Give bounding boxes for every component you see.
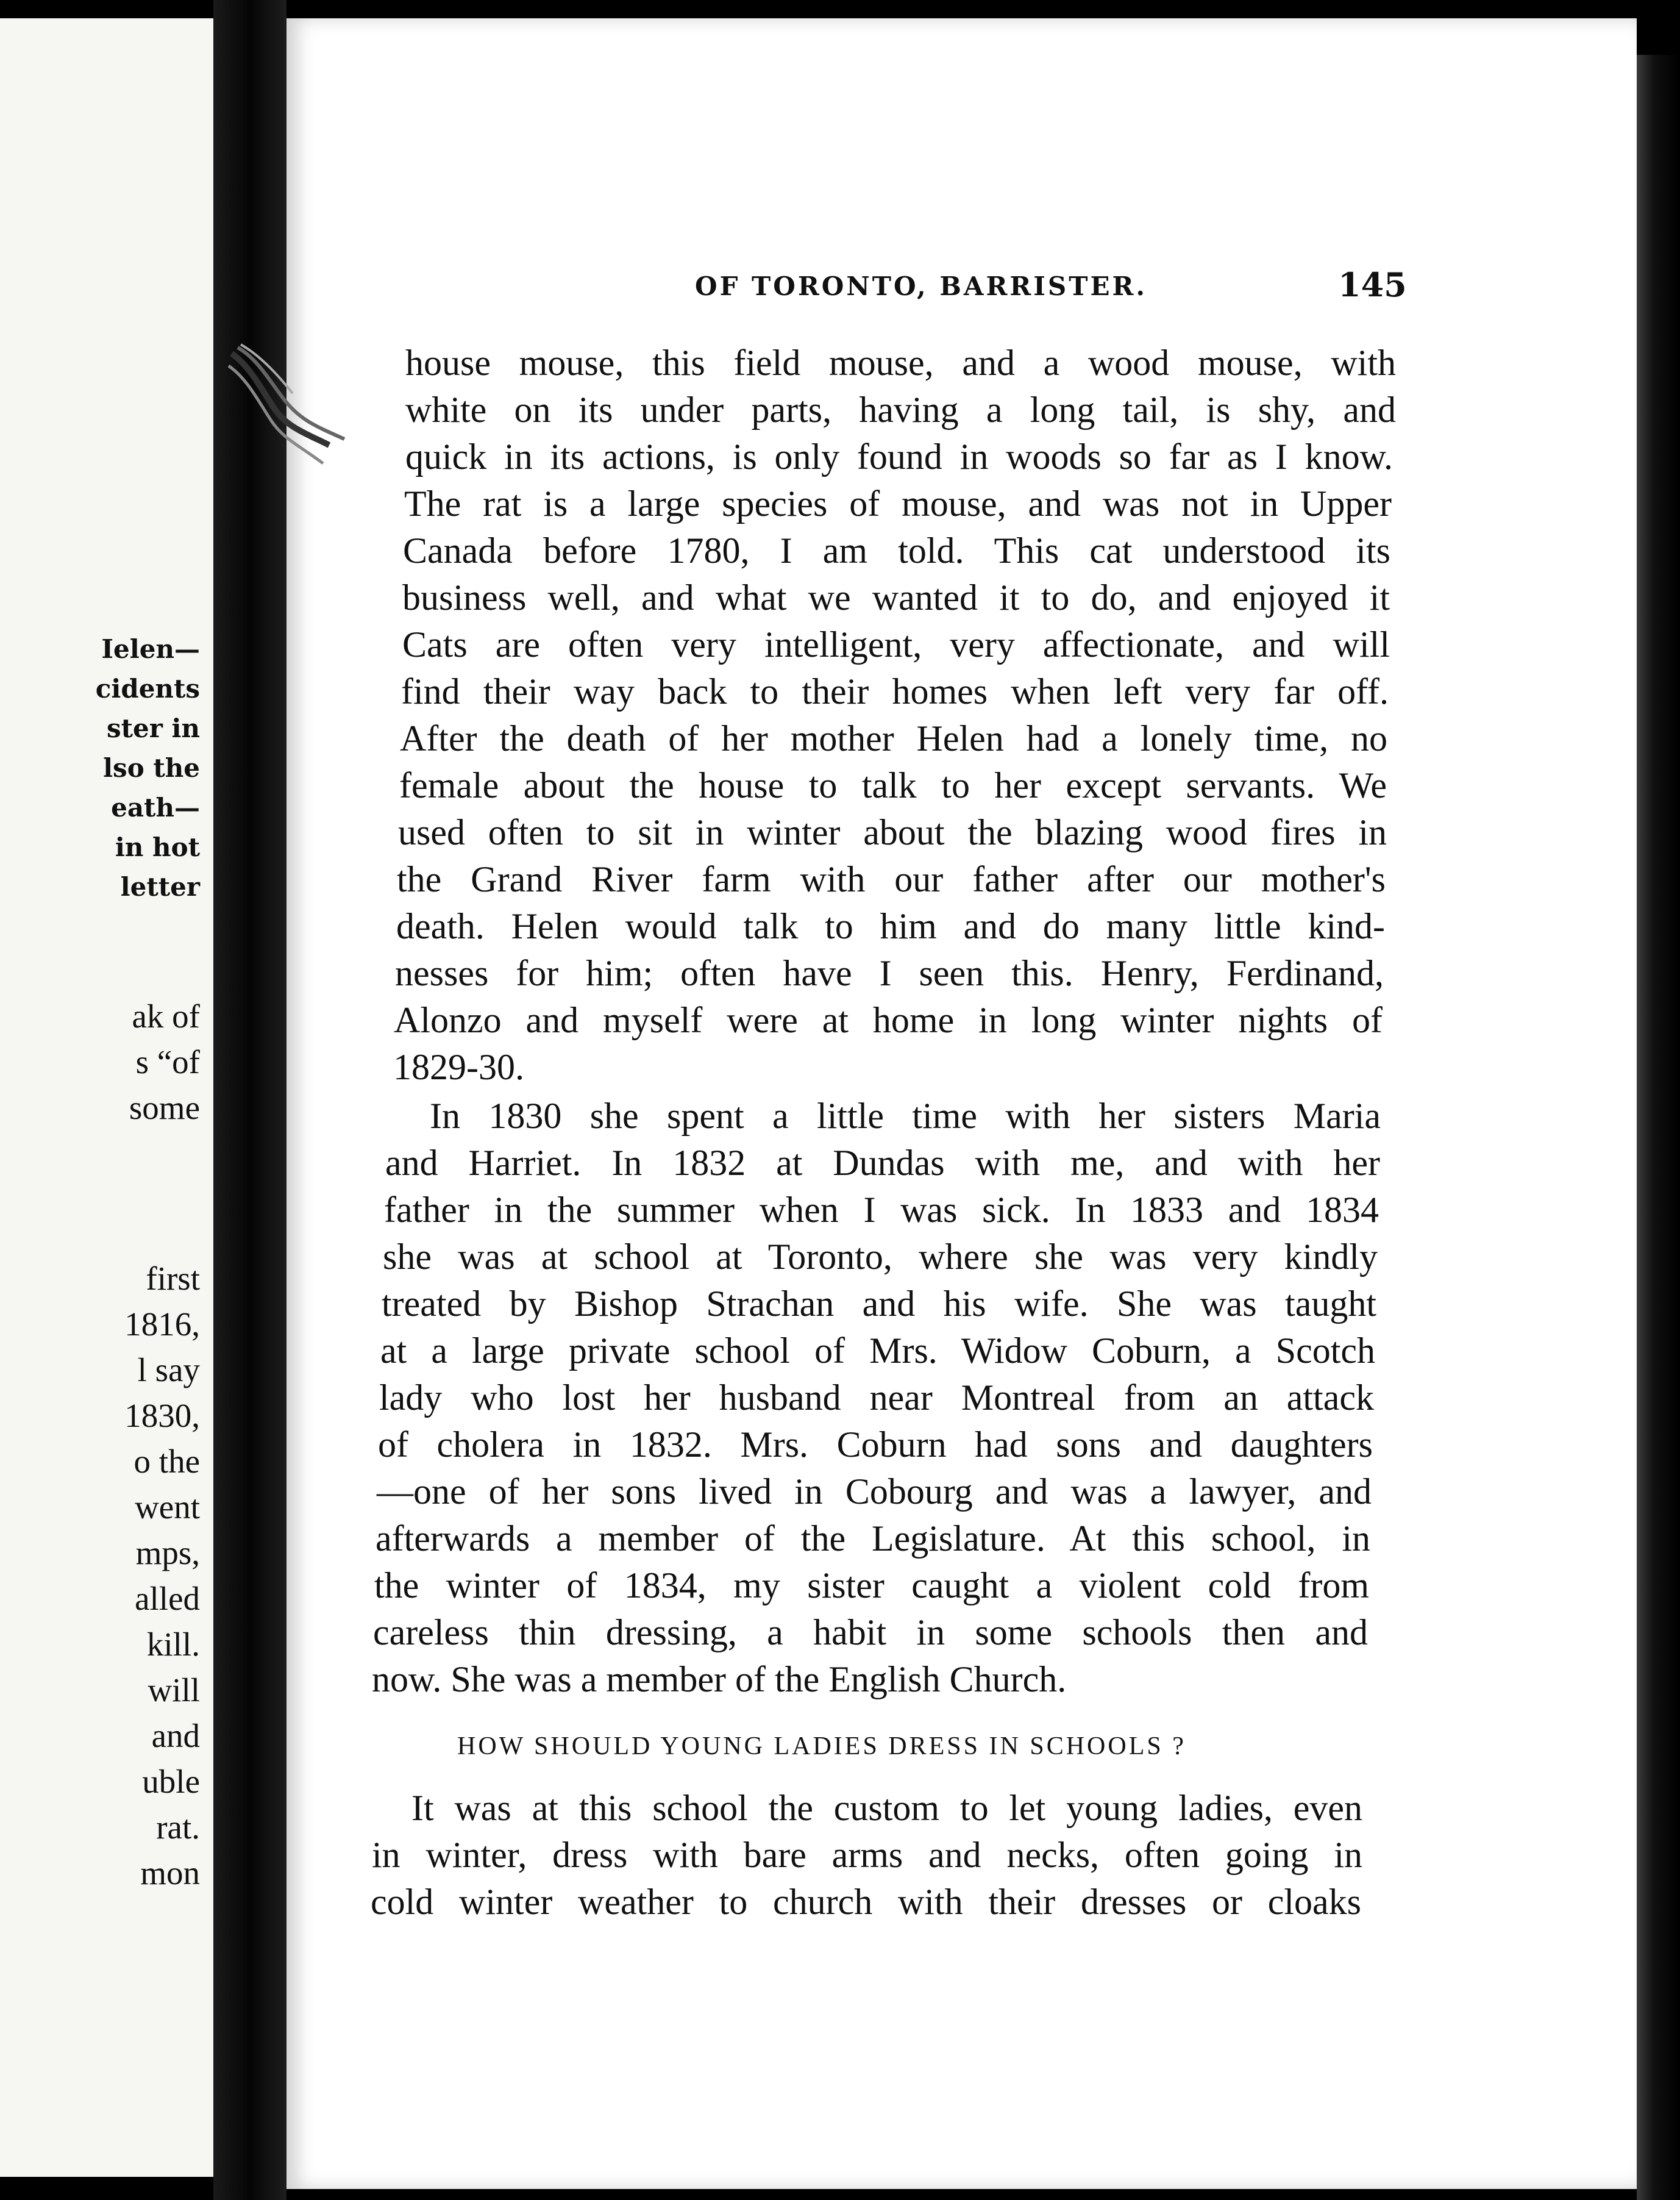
body-line: and Harriet. In 1832 at Dundas with me, and with her (385, 1143, 1380, 1183)
book-gutter (213, 0, 287, 2200)
body-line: Alonzo and myself were at home in long winter nights of (394, 1000, 1383, 1040)
body-line: of cholera in 1832. Mrs. Coburn had sons and daughters (378, 1424, 1373, 1465)
section-heading: HOW SHOULD YOUNG LADIES DRESS IN SCHOOLS ? (457, 1732, 1186, 1760)
body-line: business well, and what we wanted it to do, and enjoyed it (402, 577, 1390, 618)
body-line: house mouse, this field mouse, and a wood mouse, with (405, 343, 1396, 383)
previous-page-line: ster in (106, 713, 200, 743)
body-line: she was at school at Toronto, where she was very kindly (383, 1237, 1378, 1277)
previous-page-line: alled (135, 1580, 200, 1617)
previous-page-line: will (148, 1671, 200, 1709)
previous-page (0, 18, 213, 2177)
page-edge (1637, 55, 1680, 2200)
previous-page-line: and (151, 1717, 200, 1754)
body-line: cold winter weather to church with their dresses or cloaks (371, 1882, 1361, 1922)
previous-page-line: uble (142, 1763, 200, 1800)
body-line: treated by Bishop Strachan and his wife. She was taught (382, 1284, 1376, 1324)
previous-page-line: went (135, 1488, 200, 1526)
previous-page-line: some (129, 1089, 200, 1126)
body-line: white on its under parts, having a long tail, is shy, and (405, 390, 1396, 430)
body-line: death. Helen would talk to him and do many little kind- (396, 906, 1385, 946)
body-line: now. She was a member of the English Church. (372, 1659, 1067, 1699)
body-line: nesses for him; often have I seen this. Henry, Ferdinand, (395, 953, 1384, 993)
body-line: the winter of 1834, my sister caught a violent cold from (374, 1565, 1369, 1605)
body-line: Cats are often very intelligent, very affectionate, and will (402, 624, 1390, 665)
previous-page-line: 1830, (124, 1397, 200, 1434)
previous-page-line: mon (140, 1854, 200, 1891)
body-line: in winter, dress with bare arms and necks, often going in (372, 1835, 1362, 1875)
previous-page-line: letter (120, 872, 200, 902)
body-line: at a large private school of Mrs. Widow Coburn, a Scotch (380, 1330, 1375, 1371)
previous-page-line: in hot (115, 832, 200, 862)
body-line: quick in its actions, is only found in woods so far as I know. (405, 437, 1393, 477)
previous-page-line: 1816, (124, 1305, 200, 1343)
body-line: The rat is a large species of mouse, and was not in Upper (404, 484, 1392, 524)
body-line: careless thin dressing, a habit in some schools then and (373, 1612, 1368, 1652)
previous-page-line: lso the (103, 753, 200, 783)
running-head: OF TORONTO, BARRISTER. (695, 271, 1148, 301)
previous-page-line: kill. (146, 1626, 200, 1663)
body-line: the Grand River farm with our father after our mother's (397, 859, 1386, 899)
body-line: father in the summer when I was sick. In 1833 and 1834 (384, 1190, 1379, 1230)
previous-page-line: eath— (111, 793, 200, 823)
body-line: female about the house to talk to her except servants. We (399, 765, 1387, 805)
previous-page-line: rat. (156, 1809, 200, 1846)
body-line: lady who lost her husband near Montreal from an attack (379, 1377, 1374, 1418)
body-line: afterwards a member of the Legislature. At this school, in (376, 1518, 1370, 1559)
body-line: used often to sit in winter about the blazing wood fires in (398, 812, 1387, 852)
previous-page-line: s “of (135, 1043, 200, 1080)
previous-page-line: cidents (95, 674, 200, 704)
body-line: It was at this school the custom to let young ladies, even (411, 1788, 1362, 1828)
binding-thread-icon (226, 341, 354, 476)
previous-page-line: l say (137, 1351, 200, 1388)
body-line: find their way back to their homes when left very far off. (401, 671, 1389, 712)
body-line: In 1830 she spent a little time with her sisters Maria (430, 1096, 1381, 1136)
previous-page-line: o the (133, 1443, 200, 1480)
body-line: After the death of her mother Helen had a lonely time, no (400, 718, 1387, 759)
body-line: Canada before 1780, I am told. This cat understood its (403, 530, 1390, 571)
previous-page-line: ak of (132, 998, 200, 1035)
previous-page-line: Ielen— (101, 634, 200, 664)
body-line: 1829-30. (393, 1047, 524, 1087)
page-number: 145 (1338, 265, 1407, 304)
body-line: —one of her sons lived in Cobourg and was a lawyer, and (377, 1471, 1372, 1512)
previous-page-line: mps, (135, 1534, 200, 1571)
previous-page-line: first (146, 1260, 200, 1297)
